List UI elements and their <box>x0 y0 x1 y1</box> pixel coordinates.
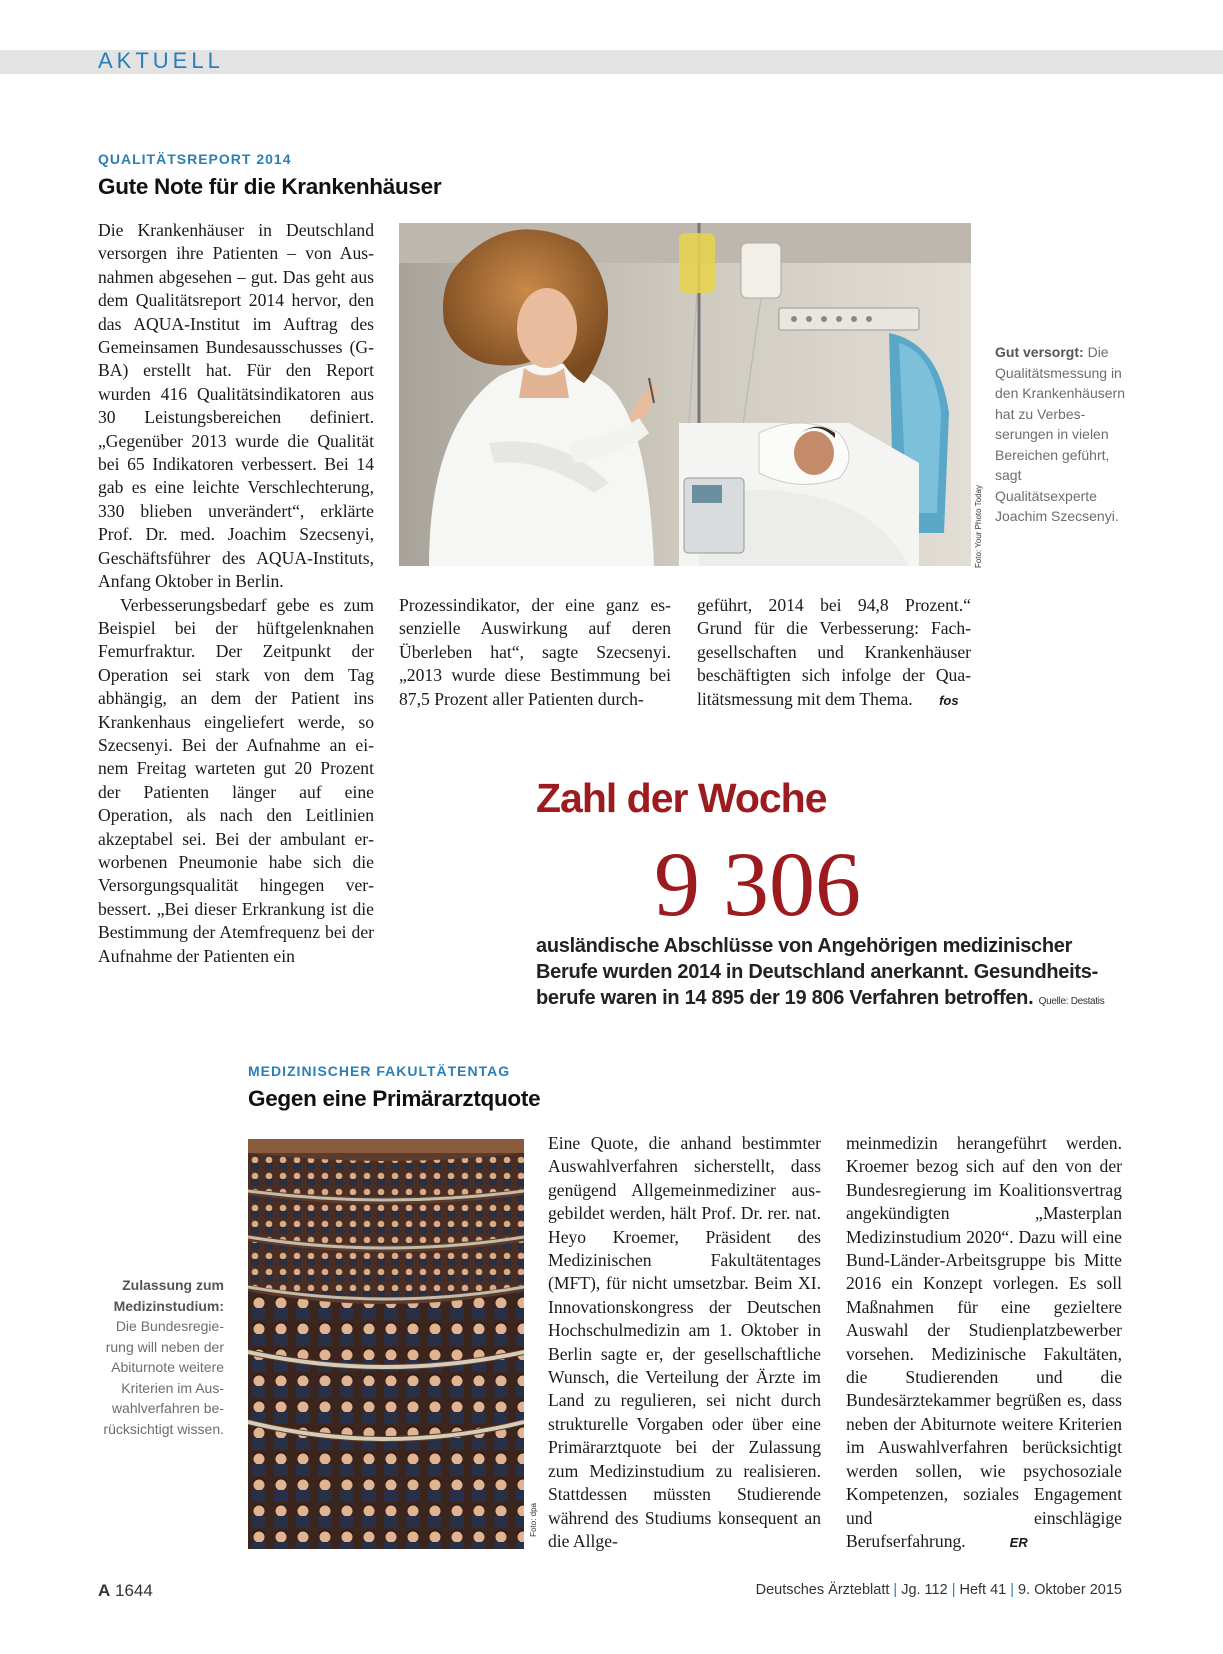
page-number <box>98 1581 153 1601</box>
article1-kicker: QUALITÄTSREPORT 2014 <box>98 151 292 167</box>
article2-paragraph <box>846 1132 1122 1554</box>
article1-column-3 <box>697 594 971 712</box>
article2-paragraph: Eine Quote, die anhand bestimmter Auswahlverfahren sicherstellt, dass genügend Allgemeinmediziner ausgebildet werden, hält Prof. Dr. rer. nat. Heyo Kroemer, Präsident des Medizinischen Fakultätentages (MFT), für nicht umsetzbar. Beim XI. Innovationskongress der Deutschen Hochschulmedizin am 1. Oktober in Berlin sagte er, der gesellschaftliche Wunsch, die Verteilung der Ärzte im Land zu regulieren, sei nicht durch strukturelle Vorgaben oder über eine Primärarztquote bei der Zulassung zum Medizinstudium zu realisieren. Stattdessen müssten Studierende während des Studiums konsequent an die Allge- <box>548 1133 821 1551</box>
photo2-caption <box>98 1275 224 1439</box>
article1-col3-text: geführt, 2014 bei 94,8 Prozent.“ Grund für die Verbesserung: Fachgesellschaften und Krankenhäuser beschäftigten sich infolge der Qualitätsmessung mit dem Thema. <box>697 595 971 709</box>
photo1-caption <box>995 342 1125 527</box>
section-label: AKTUELL <box>98 48 224 73</box>
footer-journal-info <box>756 1582 1122 1598</box>
article2-headline: Gegen eine Primärarztquote <box>248 1086 541 1111</box>
article1-headline: Gute Note für die Krankenhäuser <box>98 174 442 199</box>
article1-paragraph: Verbesserungsbedarf gebe es zum Beispiel bei der hüftgelenknahen Femurfraktur. Der Zeitpunkt der Operation sei stark von dem Tag abhängig, an dem der Patient ins Krankenhaus eingeliefert werde, so Szecsenyi. Bei der Aufnahme an einem Freitag warteten gut 20 Prozent der Patienten länger auf eine Operation, als nach den Leitlinien akzeptabel sei. Bei der ambulant erworbenen Pneumonie habe sich die Versorgungsqualität hingegen verbessert. „Bei dieser Erkrankung ist die Bestimmung der Atemfrequenz bei der Aufnahme der Patienten ein <box>98 594 374 966</box>
article1-column-1 <box>98 219 374 968</box>
hospital-photo <box>399 223 971 566</box>
photo1-caption-lead: Gut versorgt: <box>995 344 1084 360</box>
article1-column-2 <box>399 594 671 711</box>
photo1-credit: Foto: Your Photo Today <box>974 485 983 569</box>
journal-volume: Jg. 112 <box>901 1582 948 1598</box>
zahl-der-woche-title: Zahl der Woche <box>536 775 827 821</box>
journal-issue: Heft 41 <box>959 1582 1007 1598</box>
photo2-credit: Foto: dpa <box>529 1503 538 1537</box>
footer-separator: | <box>893 1582 898 1598</box>
page-prefix: A <box>98 1581 111 1600</box>
photo1-caption-text: Die Qualitätsmessung in den Krankenhäusern hat zu Verbesserungen in vielen Bereichen geführt, sagt Qualitätsexperte Joachim Szecsenyi. <box>995 344 1125 524</box>
zahl-der-woche-number: 9 306 <box>654 833 861 935</box>
article2-signature: ER <box>1009 1534 1028 1550</box>
article1-paragraph: Die Krankenhäuser in Deutschland versorgen ihre Patienten – von Ausnahmen abgesehen – gut. Das geht aus dem Qualitätsreport 2014 hervor, den das AQUA-Institut im Auftrag des Gemeinsamen Bundesausschusses (G-BA) erstellt hat. Für den Report wurden 416 Qualitätsindikatoren aus 30 Leistungsbereichen definiert. „Gegenüber 2013 wurde die Qualität bei 65 Indikatoren verbessert. Bei 14 gab es eine leichte Verschlechterung, 330 blieben unverändert“, erklärte Prof. Dr. med. Joachim Szecsenyi, Geschäftsführer des AQUA-Instituts, Anfang Oktober in Berlin. <box>98 220 374 592</box>
article1-signature: fos <box>939 692 959 708</box>
zahl-der-woche-description: ausländische Abschlüsse von Angehörigen medizinischer Berufe wurden 2014 in Deutschland anerkannt. Gesundheitsberufe waren in 14 895 der 19 806 Verfahren betroffen. <box>536 935 1099 1009</box>
photo2-caption-lead: Zulassung zum Medizinstudium: <box>113 1277 224 1314</box>
article1-paragraph <box>697 594 971 712</box>
article1-paragraph: Prozessindikator, der eine ganz essenzielle Auswirkung auf deren Überleben hat“, sagte Szecsenyi. „2013 wurde diese Bestimmung bei 87,5 Prozent aller Patienten durch- <box>399 595 671 709</box>
footer-separator: | <box>1010 1582 1014 1598</box>
page-number-value: 1644 <box>115 1581 153 1600</box>
journal-date: 9. Oktober 2015 <box>1018 1582 1122 1598</box>
zahl-der-woche-source: Quelle: Destatis <box>1038 996 1105 1007</box>
journal-name: Deutsches Ärzteblatt <box>755 1582 890 1598</box>
zahl-der-woche-text <box>536 933 1116 1015</box>
article2-column-2 <box>846 1132 1122 1554</box>
article2-col2-text: meinmedizin herangeführt werden. Kroemer bezog sich auf den von der Bundesregierung im Koalitionsvertrag angekündigten „Masterplan Medizinstudium 2020“. Dazu will eine Bund-Länder-Arbeitsgruppe bis Mitte 2016 ein Konzept vorlegen. Es soll Maßnahmen für eine gezieltere Auswahl der Studienplatzbewerber vorsehen. Medizinische Fakultäten, die Studierenden und die Bundesärztekammer begrüßen es, dass neben der Abiturnote weitere Kriterien im Auswahlverfahren berücksichtigt werden sollen, wie psychosoziale Kompetenzen, soziales Engagement und einschlägige Berufserfahrung. <box>846 1133 1122 1551</box>
lecture-hall-photo <box>248 1139 524 1549</box>
article2-kicker: MEDIZINISCHER FAKULTÄTENTAG <box>248 1063 511 1079</box>
article2-column-1 <box>548 1132 821 1553</box>
photo2-caption-text: Die Bundesregierung will neben der Abiturnote weitere Kriterien im Auswahlverfahren berücksichtigt wissen. <box>103 1318 224 1437</box>
footer-separator: | <box>951 1582 956 1598</box>
